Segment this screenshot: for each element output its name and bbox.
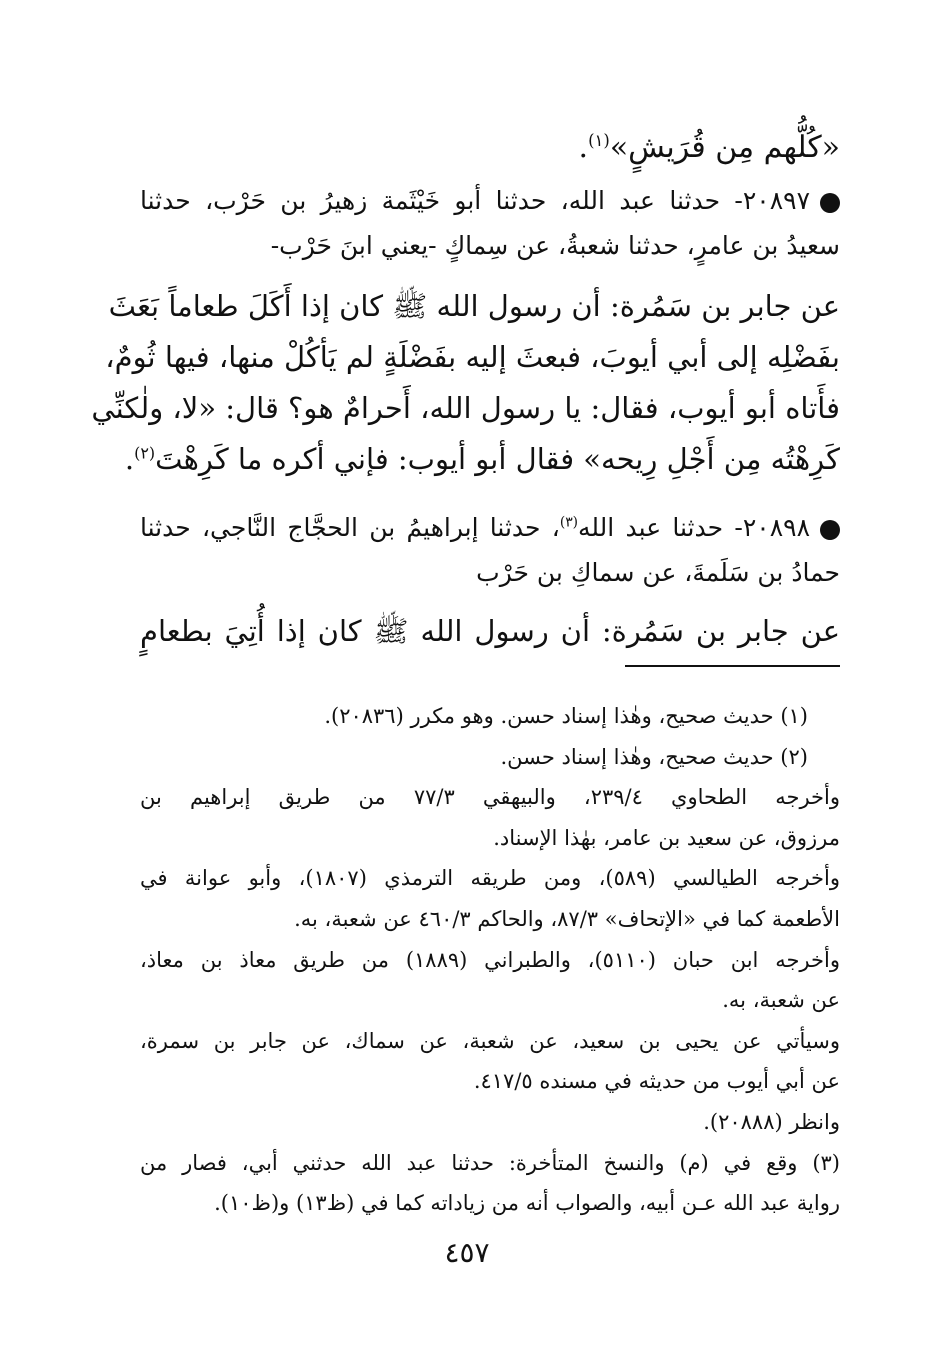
footnote-line: وأخرجه الطيالسي (٥٨٩)، ومن طريقه الترمذي (١٨٠٧)، وأبو عوانة في [140,866,840,891]
footnote-line: مرزوق، عن سعيد بن عامر، بهٰذا الإسناد. [493,825,840,850]
matn-line: بفَضْلِه إلى أبي أيوبَ، فبعثَ إليه بفَضْلَةٍ لم يَأكُلْ منها، فيها ثُومٌ، [105,340,840,374]
hadith-20898-matn [140,606,840,657]
intro-end: . [578,130,589,165]
isnad-line: حدثنا عبد الله، حدثنا أبو خَيْثَمة زهيرُ بن حَرْب، حدثنا [140,186,721,215]
footnote-line: رواية عبد الله عـن أبيه، والصواب أنه من زياداته كما في (ظ١٣) و(ظ١٠). [214,1191,840,1216]
footnote-line: (١) حديث صحيح، وهٰذا إسناد حسن. وهو مكرر (٢٠٨٣٦). [324,704,808,728]
hadith-20897-matn [91,281,840,485]
matn-line: فأَتاه أبو أيوب، فقال: يا رسول الله، أَحرامٌ هو؟ قال: «لا، ولٰكنِّي [91,391,840,425]
hadith-continuation [560,128,840,168]
hadith-number: ٢٠٨٩٨- [734,513,810,542]
footnote-separator [625,665,840,667]
footnote-line: عن شعبة، به. [722,988,840,1013]
matn-end: . [124,442,135,476]
matn-line: عن جابر بن سَمُرة: أن رسول الله ﷺ كان إذا أَكَلَ طعاماً بَعَثَ [108,289,840,323]
hadith-number: ٢٠٨٩٧- [734,186,811,215]
intro-text: «كُلُّهم مِن قُرَيشٍ» [609,130,840,165]
footnote-line: وسيأتي عن يحيى بن سعيد، عن شعبة، عن سماك، عن جابر بن سمرة، [140,1028,840,1053]
footnote-ref-1: (١) [588,131,610,150]
footnote-line: وانظر (٢٠٨٨٨). [703,1109,840,1134]
footnote-line: الأطعمة كما في «الإتحاف» ٨٧/٣، والحاكم ٤٦٠/٣ عن شعبة، به. [294,906,840,931]
isnad-text: ، حدثنا إبراهيمُ بن الحجَّاج النَّاجي، حدثنا [140,513,560,542]
footnote-ref-3: (٣) [559,514,578,531]
footnote-line: (٣) وقع في (م) والنسخ المتأخرة: حدثنا عبد الله حدثني أبي، فصار من [140,1150,840,1175]
hadith-bullet-icon [820,520,840,540]
isnad-text: حدثنا عبد الله [578,513,724,542]
isnad-line: حمادُ بن سَلَمةَ، عن سماكِ بن حَرْب [476,558,840,587]
footnotes [140,696,840,1224]
isnad-line: سعيدُ بن عامرٍ، حدثنا شعبةُ، عن سِماكٍ -يعني ابنَ حَرْب- [270,231,840,260]
footnote-line: عن أبي أيوب من حديثه في مسنده ٤١٧/٥. [473,1069,840,1094]
hadith-bullet-icon [820,193,840,213]
page-number: ٤٥٧ [444,1236,490,1269]
footnote-ref-2: (٢) [134,443,156,463]
footnote-line: (٢) حديث صحيح، وهٰذا إسناد حسن. [500,744,808,769]
hadith-20898-isnad [140,505,840,595]
footnote-line: وأخرجه ابن حبان (٥١١٠)، والطبراني (١٨٨٩) من طريق معاذ بن معاذ، [140,947,840,972]
matn-line: عن جابر بن سَمُرة: أن رسول الله ﷺ كان إذا أُتِيَ بطعامٍ [140,614,840,648]
footnote-line: وأخرجه الطحاوي ٢٣٩/٤، والبيهقي ٧٧/٣ من طريق إبراهيم بن [140,785,840,810]
hadith-20897-isnad [140,178,840,268]
matn-line: كَرِهْتُه مِن أَجْلِ رِيحه» فقال أبو أيوب: فإني أكره ما كَرِهْتَ [155,442,840,476]
